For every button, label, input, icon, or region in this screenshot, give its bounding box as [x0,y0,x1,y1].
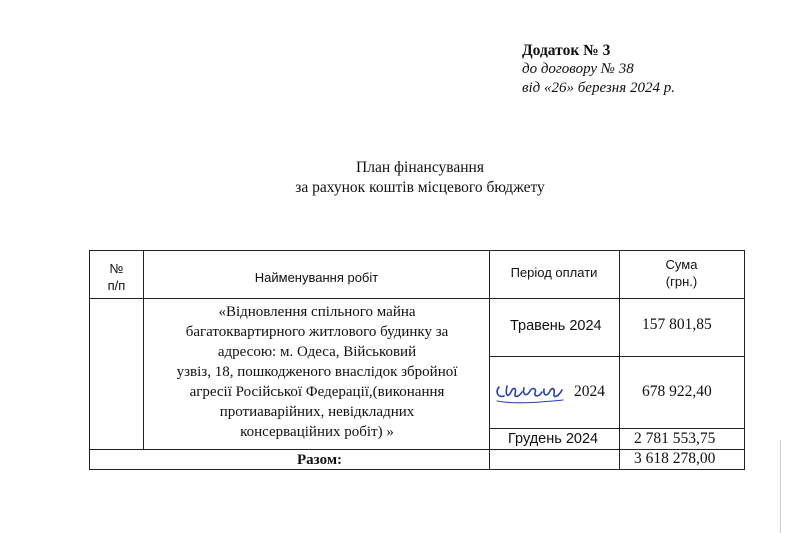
header-number: № п/п [107,261,126,293]
header-amount: Сума (грн.) [665,257,698,289]
work-line: адресою: м. Одеса, Військовий [217,344,417,360]
annex-date-line: від «26» березня 2024 р. [522,80,675,96]
col-divider-work [489,250,490,470]
table-border-top [89,250,745,251]
header-work-name: Найменування робіт [254,270,379,285]
work-description [149,302,485,442]
financing-table [89,250,745,470]
work-line: узвіз, 18, пошкодженого внаслідок збройної [176,364,458,380]
row3-period: Грудень 2024 [508,431,599,447]
total-amount: 3 618 278,00 [634,450,716,467]
work-line: протиаварійних, невідкладних [219,404,415,420]
row2-amount: 678 922,40 [642,383,712,400]
annex-header [522,41,675,98]
row1-amount: 157 801,85 [642,316,712,333]
work-line: консерваційних робіт) » [240,424,394,440]
work-line: агресії Російської Федерації,(виконання [189,384,445,400]
work-line: багатоквартирного житлового будинку за [185,324,449,340]
table-border-right [744,250,745,470]
plan-title: План фінансування [356,159,484,176]
scan-edge-line [780,440,781,533]
annex-contract-line: до договору № 38 [522,61,634,77]
table-border-bottom [89,469,745,470]
handwritten-month-signature [493,378,567,406]
work-line: «Відновлення спільного майна [218,304,416,320]
handwritten-month-glyph [493,378,567,406]
total-label: Разом: [297,452,343,468]
row2-divider [489,428,745,429]
row2-period-year: 2024 [574,383,605,400]
header-payment-period: Період оплати [510,265,598,280]
row1-period: Травень 2024 [510,318,602,334]
header-row-divider [89,298,745,299]
annex-title: Додаток № 3 [522,42,611,59]
plan-subtitle: за рахунок коштів місцевого бюджету [295,179,545,196]
row3-amount: 2 781 553,75 [634,430,716,447]
row1-divider [489,356,745,357]
